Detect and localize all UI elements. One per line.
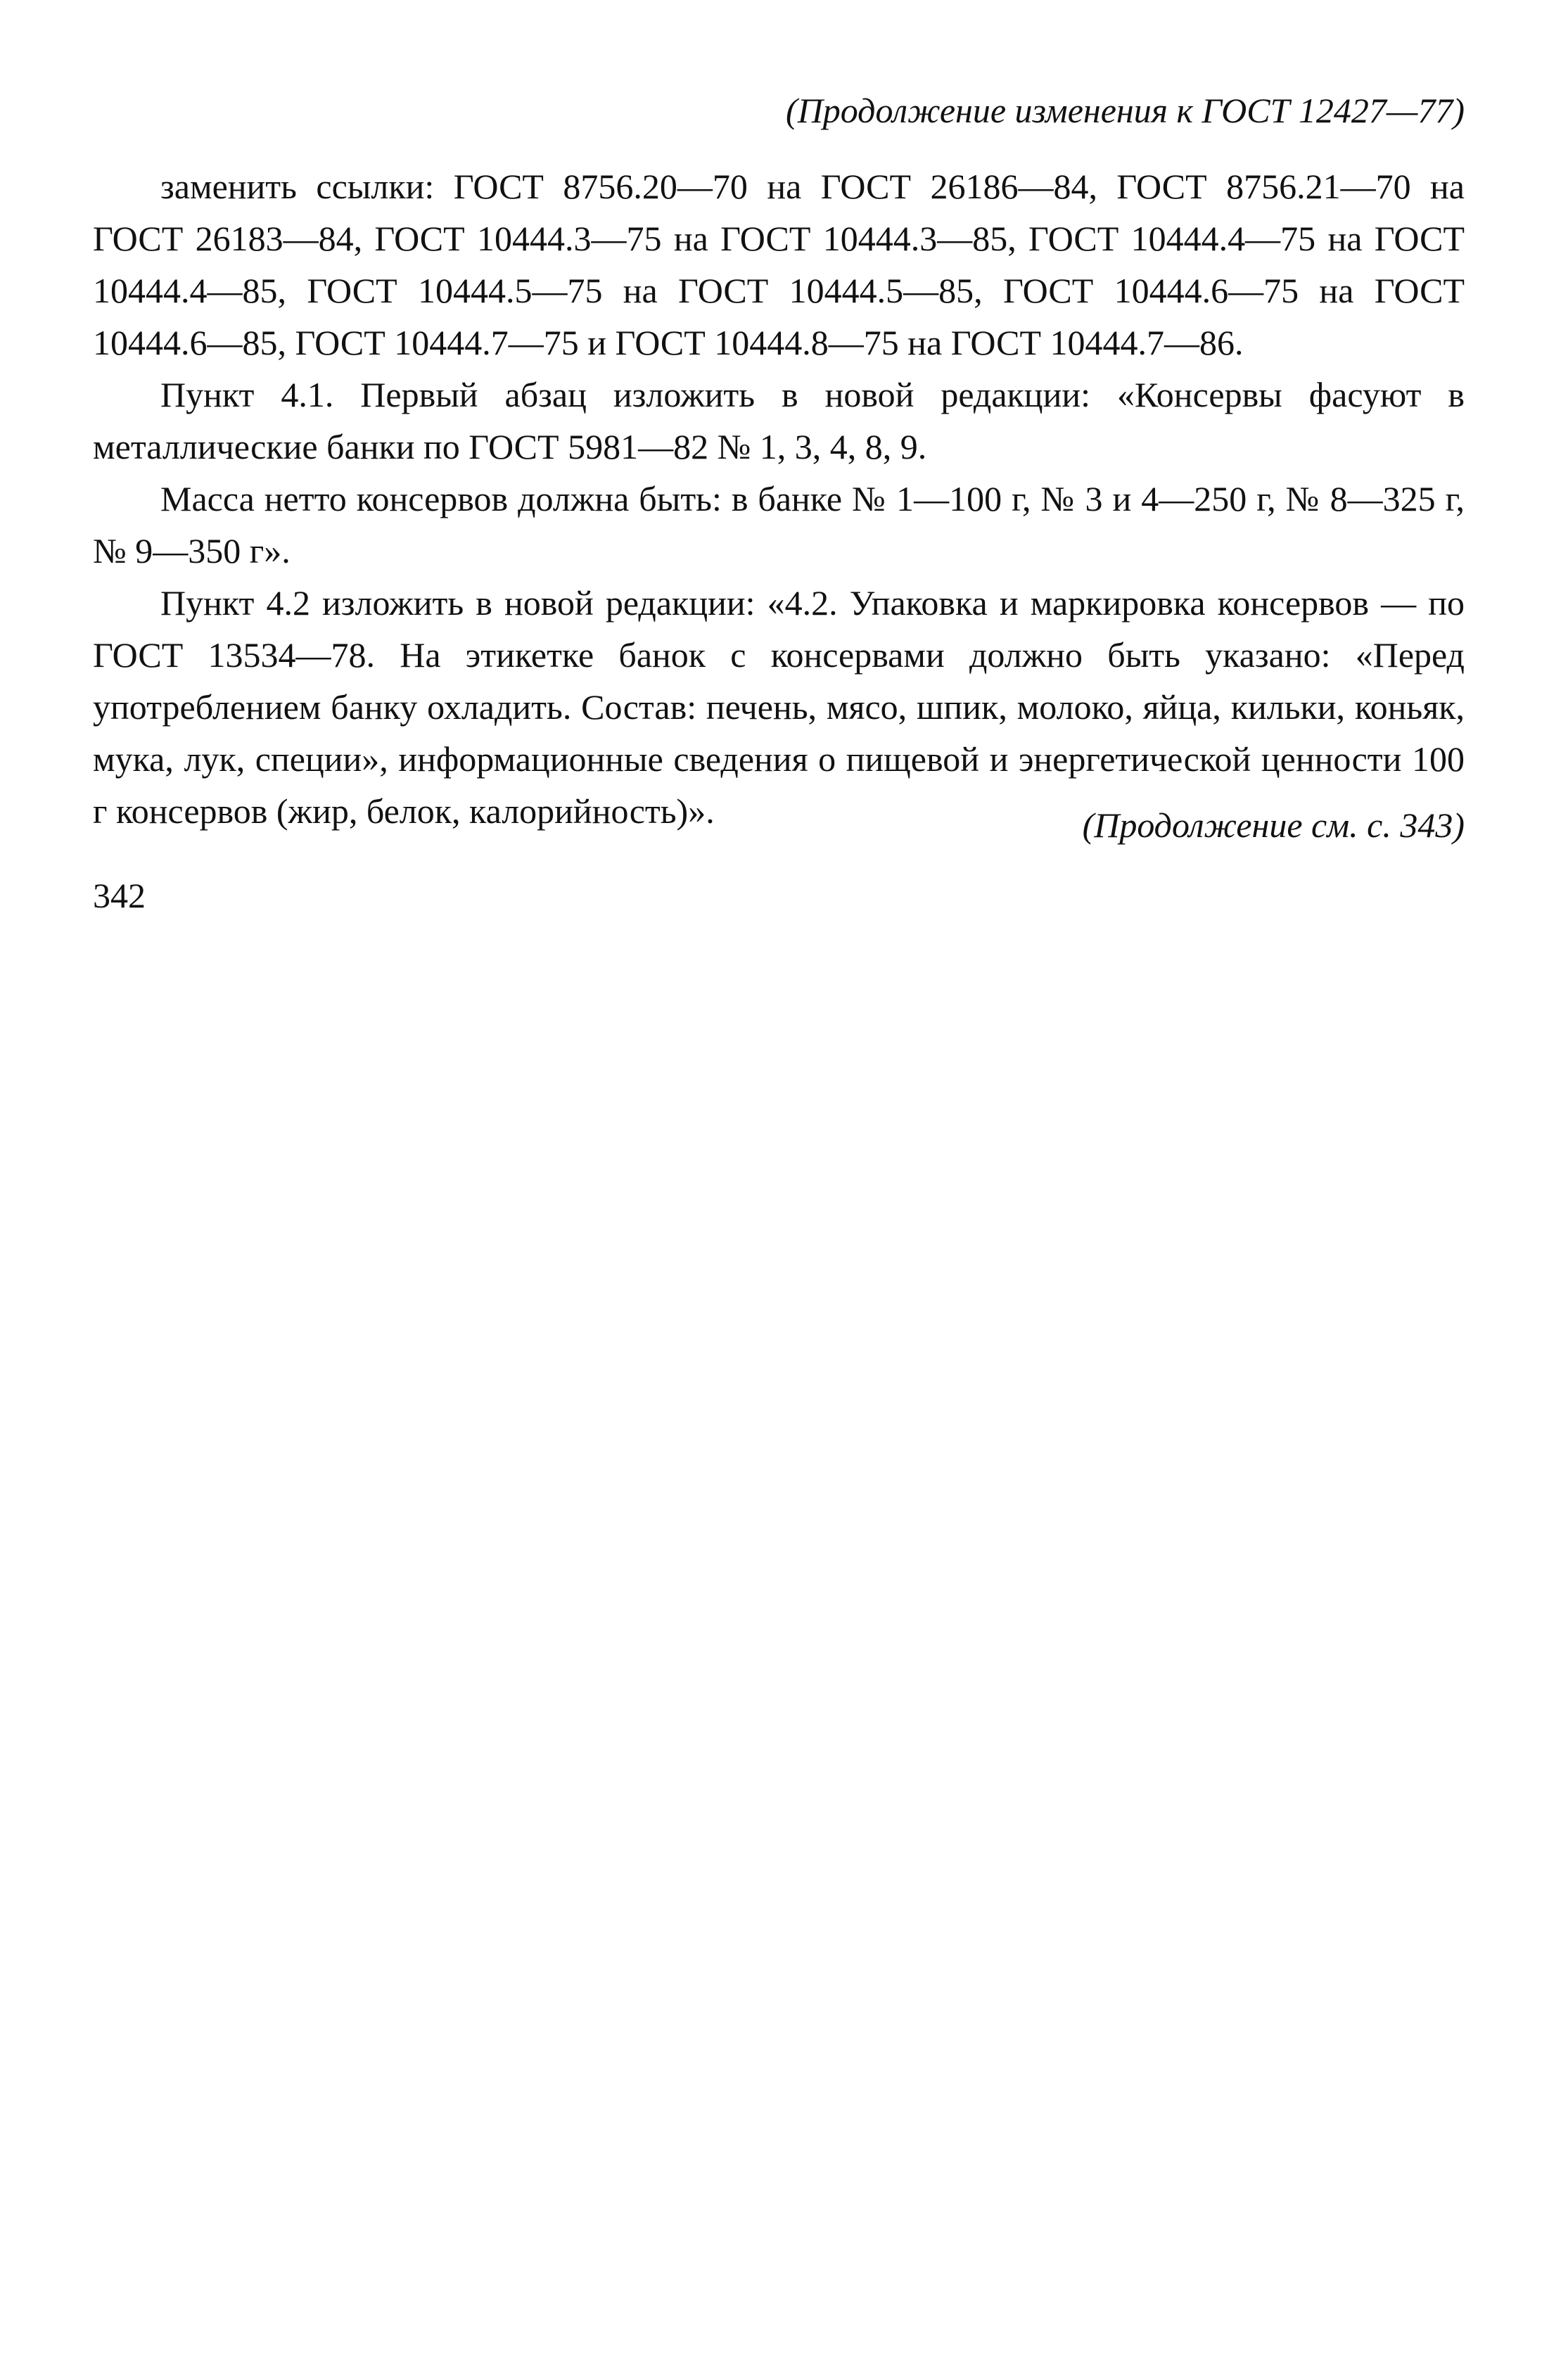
continuation-header: (Продолжение изменения к ГОСТ 12427—77) <box>786 91 1465 130</box>
paragraph-clause-4-2: Пункт 4.2 изложить в новой редакции: «4.2. Упаковка и маркировка консервов — по ГОСТ 13534—78. На этикетке банок с консервами должно быть указано: «Перед употреблением банку охладить. Состав: печень, мясо, шпик, молоко, яйца, кильки, коньяк, мука, лук, специи», информационные сведения о пищевой и энергетической ценности 100 г консервов (жир, белок, калорийность)». <box>93 583 1465 831</box>
paragraph-net-mass: Масса нетто консервов должна быть: в банке № 1—100 г, № 3 и 4—250 г, № 8—325 г, № 9—350 г». <box>93 479 1465 570</box>
paragraph-clause-4-1: Пункт 4.1. Первый абзац изложить в новой редакции: «Консервы фасуют в металлические банки по ГОСТ 5981—82 № 1, 3, 4, 8, 9. <box>93 375 1465 466</box>
paragraph-references: заменить ссылки: ГОСТ 8756.20—70 на ГОСТ 26186—84, ГОСТ 8756.21—70 на ГОСТ 26183—84, ГОСТ 10444.3—75 на ГОСТ 10444.3—85, ГОСТ 10444.4—75 на ГОСТ 10444.4—85, ГОСТ 10444.5—75 на ГОСТ 10444.5—85, ГОСТ 10444.6—75 на ГОСТ 10444.6—85, ГОСТ 10444.7—75 и ГОСТ 10444.8—75 на ГОСТ 10444.7—86. <box>93 167 1465 362</box>
continuation-footer: (Продолжение см. с. 343) <box>1082 805 1465 845</box>
page-number: 342 <box>93 876 146 915</box>
amendment-text <box>93 160 1465 837</box>
